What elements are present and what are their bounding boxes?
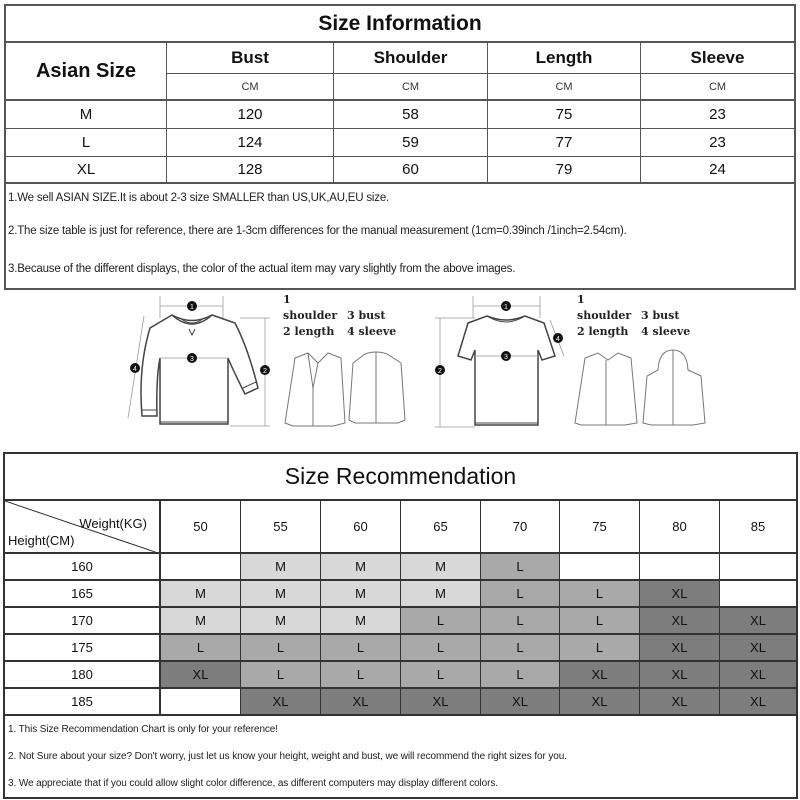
long-sleeve-measurement-diagram xyxy=(120,288,420,433)
recommended-size-cell xyxy=(161,689,241,716)
height-row-header: 175 xyxy=(5,635,161,662)
long-sleeve-shirt-icon xyxy=(120,288,290,433)
weight-axis-label: Weight(KG) xyxy=(79,516,147,531)
recommended-size-cell: M xyxy=(161,581,241,608)
length-value: 77 xyxy=(488,129,641,157)
height-row-header: 165 xyxy=(5,581,161,608)
shoulder-value: 58 xyxy=(334,101,488,129)
note: 1.We sell ASIAN SIZE.It is about 2-3 size SMALLER than US,UK,AU,EU size. xyxy=(8,192,390,204)
recommended-size-cell xyxy=(560,554,640,581)
shoulder-value: 60 xyxy=(334,157,488,184)
sleeve-value: 23 xyxy=(641,129,794,157)
weight-header: 70 xyxy=(481,501,560,554)
column-header-shoulder: Shoulder xyxy=(334,43,488,74)
size-information-table xyxy=(4,4,796,290)
recommended-size-cell: XL xyxy=(640,662,720,689)
recommended-size-cell: L xyxy=(161,635,241,662)
size-recommendation-title: Size Recommendation xyxy=(5,454,796,501)
recommended-size-cell: XL xyxy=(640,635,720,662)
unit-shoulder: CM xyxy=(334,74,488,101)
recommended-size-cell: L xyxy=(321,635,401,662)
weight-header: 50 xyxy=(161,501,241,554)
svg-text:1: 1 xyxy=(190,304,194,311)
recommended-size-cell: XL xyxy=(640,689,720,716)
recommended-size-cell: XL xyxy=(640,581,720,608)
note: 2. Not Sure about your size? Don't worry, just let us know your height, weight and bust, we will recommend the right sizes for you. xyxy=(8,751,567,762)
recommended-size-cell: XL xyxy=(321,689,401,716)
recommended-size-cell: M xyxy=(161,608,241,635)
recommended-size-cell: M xyxy=(321,554,401,581)
recommended-size-cell: XL xyxy=(401,689,481,716)
legend-sleeve: 4 sleeve xyxy=(347,325,397,338)
weight-header: 55 xyxy=(241,501,321,554)
shirt-and-hoodie-icons xyxy=(573,348,713,430)
recommended-size-cell: XL xyxy=(560,662,640,689)
jacket-icons xyxy=(283,348,408,428)
height-row-header: 180 xyxy=(5,662,161,689)
note: 3. We appreciate that if you could allow slight color difference, as different computers may display different colors. xyxy=(8,778,498,789)
size-label: M xyxy=(6,101,167,129)
recommended-size-cell: XL xyxy=(720,662,796,689)
sleeve-value: 24 xyxy=(641,157,794,184)
length-value: 79 xyxy=(488,157,641,184)
size-information-grid xyxy=(6,43,794,184)
length-value: 75 xyxy=(488,101,641,129)
weight-header: 65 xyxy=(401,501,481,554)
measurement-legend xyxy=(577,292,701,340)
weight-header: 80 xyxy=(640,501,720,554)
svg-text:2: 2 xyxy=(438,368,442,375)
legend-bust: 3 bust xyxy=(641,309,680,322)
recommended-size-cell: M xyxy=(401,581,481,608)
weight-header: 85 xyxy=(720,501,796,554)
recommended-size-cell xyxy=(640,554,720,581)
recommended-size-cell: L xyxy=(560,581,640,608)
recommended-size-cell: XL xyxy=(161,662,241,689)
recommended-size-cell: L xyxy=(241,635,321,662)
size-recommendation-table xyxy=(3,452,798,799)
corner-header xyxy=(5,501,161,554)
legend-shoulder: 1 shoulder xyxy=(283,293,338,322)
recommended-size-cell xyxy=(720,581,796,608)
recommended-size-cell: L xyxy=(481,581,560,608)
legend-bust: 3 bust xyxy=(347,309,386,322)
legend-length: 2 length xyxy=(283,325,335,338)
column-header-sleeve: Sleeve xyxy=(641,43,794,74)
bust-value: 128 xyxy=(167,157,334,184)
svg-text:3: 3 xyxy=(190,356,194,363)
shoulder-value: 59 xyxy=(334,129,488,157)
recommended-size-cell: XL xyxy=(640,608,720,635)
recommended-size-cell: XL xyxy=(560,689,640,716)
unit-length: CM xyxy=(488,74,641,101)
note: 1. This Size Recommendation Chart is only for your reference! xyxy=(8,724,278,735)
recommended-size-cell: M xyxy=(241,608,321,635)
svg-text:1: 1 xyxy=(504,304,508,311)
recommended-size-cell: L xyxy=(481,554,560,581)
svg-text:4: 4 xyxy=(556,336,560,343)
recommended-size-cell: L xyxy=(401,662,481,689)
unit-sleeve: CM xyxy=(641,74,794,101)
legend-length: 2 length xyxy=(577,325,629,338)
height-row-header: 160 xyxy=(5,554,161,581)
size-information-title: Size Information xyxy=(6,6,794,43)
sleeve-value: 23 xyxy=(641,101,794,129)
bust-value: 124 xyxy=(167,129,334,157)
measurement-legend xyxy=(283,292,407,340)
recommended-size-cell: L xyxy=(481,635,560,662)
size-recommendation-notes xyxy=(5,716,796,797)
recommended-size-cell: L xyxy=(401,608,481,635)
recommended-size-cell: L xyxy=(560,608,640,635)
column-header-bust: Bust xyxy=(167,43,334,74)
unit-bust: CM xyxy=(167,74,334,101)
recommended-size-cell: L xyxy=(401,635,481,662)
note: 2.The size table is just for reference, there are 1-3cm differences for the manual measurement (1cm=0.39inch /1inch=2.54cm). xyxy=(8,225,627,237)
height-row-header: 185 xyxy=(5,689,161,716)
size-information-notes xyxy=(6,184,794,288)
recommended-size-cell xyxy=(161,554,241,581)
recommended-size-cell: XL xyxy=(241,689,321,716)
asian-size-header: Asian Size xyxy=(6,43,167,101)
recommended-size-cell: L xyxy=(321,662,401,689)
recommended-size-cell xyxy=(720,554,796,581)
recommended-size-cell: M xyxy=(321,581,401,608)
legend-shoulder: 1 shoulder xyxy=(577,293,632,322)
recommended-size-cell: M xyxy=(241,581,321,608)
recommended-size-cell: L xyxy=(241,662,321,689)
svg-text:2: 2 xyxy=(263,368,267,375)
weight-header: 75 xyxy=(560,501,640,554)
recommended-size-cell: XL xyxy=(481,689,560,716)
recommended-size-cell: M xyxy=(241,554,321,581)
bust-value: 120 xyxy=(167,101,334,129)
recommended-size-cell: L xyxy=(481,608,560,635)
recommended-size-cell: XL xyxy=(720,608,796,635)
recommended-size-cell: L xyxy=(560,635,640,662)
legend-sleeve: 4 sleeve xyxy=(641,325,691,338)
column-header-length: Length xyxy=(488,43,641,74)
height-row-header: 170 xyxy=(5,608,161,635)
recommended-size-cell: L xyxy=(481,662,560,689)
size-label: XL xyxy=(6,157,167,184)
note: 3.Because of the different displays, the color of the actual item may vary slightly from the above images. xyxy=(8,263,516,275)
svg-text:4: 4 xyxy=(133,366,137,373)
recommended-size-cell: M xyxy=(321,608,401,635)
height-axis-label: Height(CM) xyxy=(8,533,75,548)
size-recommendation-grid xyxy=(5,501,796,716)
svg-text:3: 3 xyxy=(504,354,508,361)
recommended-size-cell: XL xyxy=(720,635,796,662)
short-sleeve-measurement-diagram xyxy=(430,288,730,433)
recommended-size-cell: M xyxy=(401,554,481,581)
recommended-size-cell: XL xyxy=(720,689,796,716)
short-sleeve-shirt-icon xyxy=(430,288,580,433)
size-label: L xyxy=(6,129,167,157)
weight-header: 60 xyxy=(321,501,401,554)
